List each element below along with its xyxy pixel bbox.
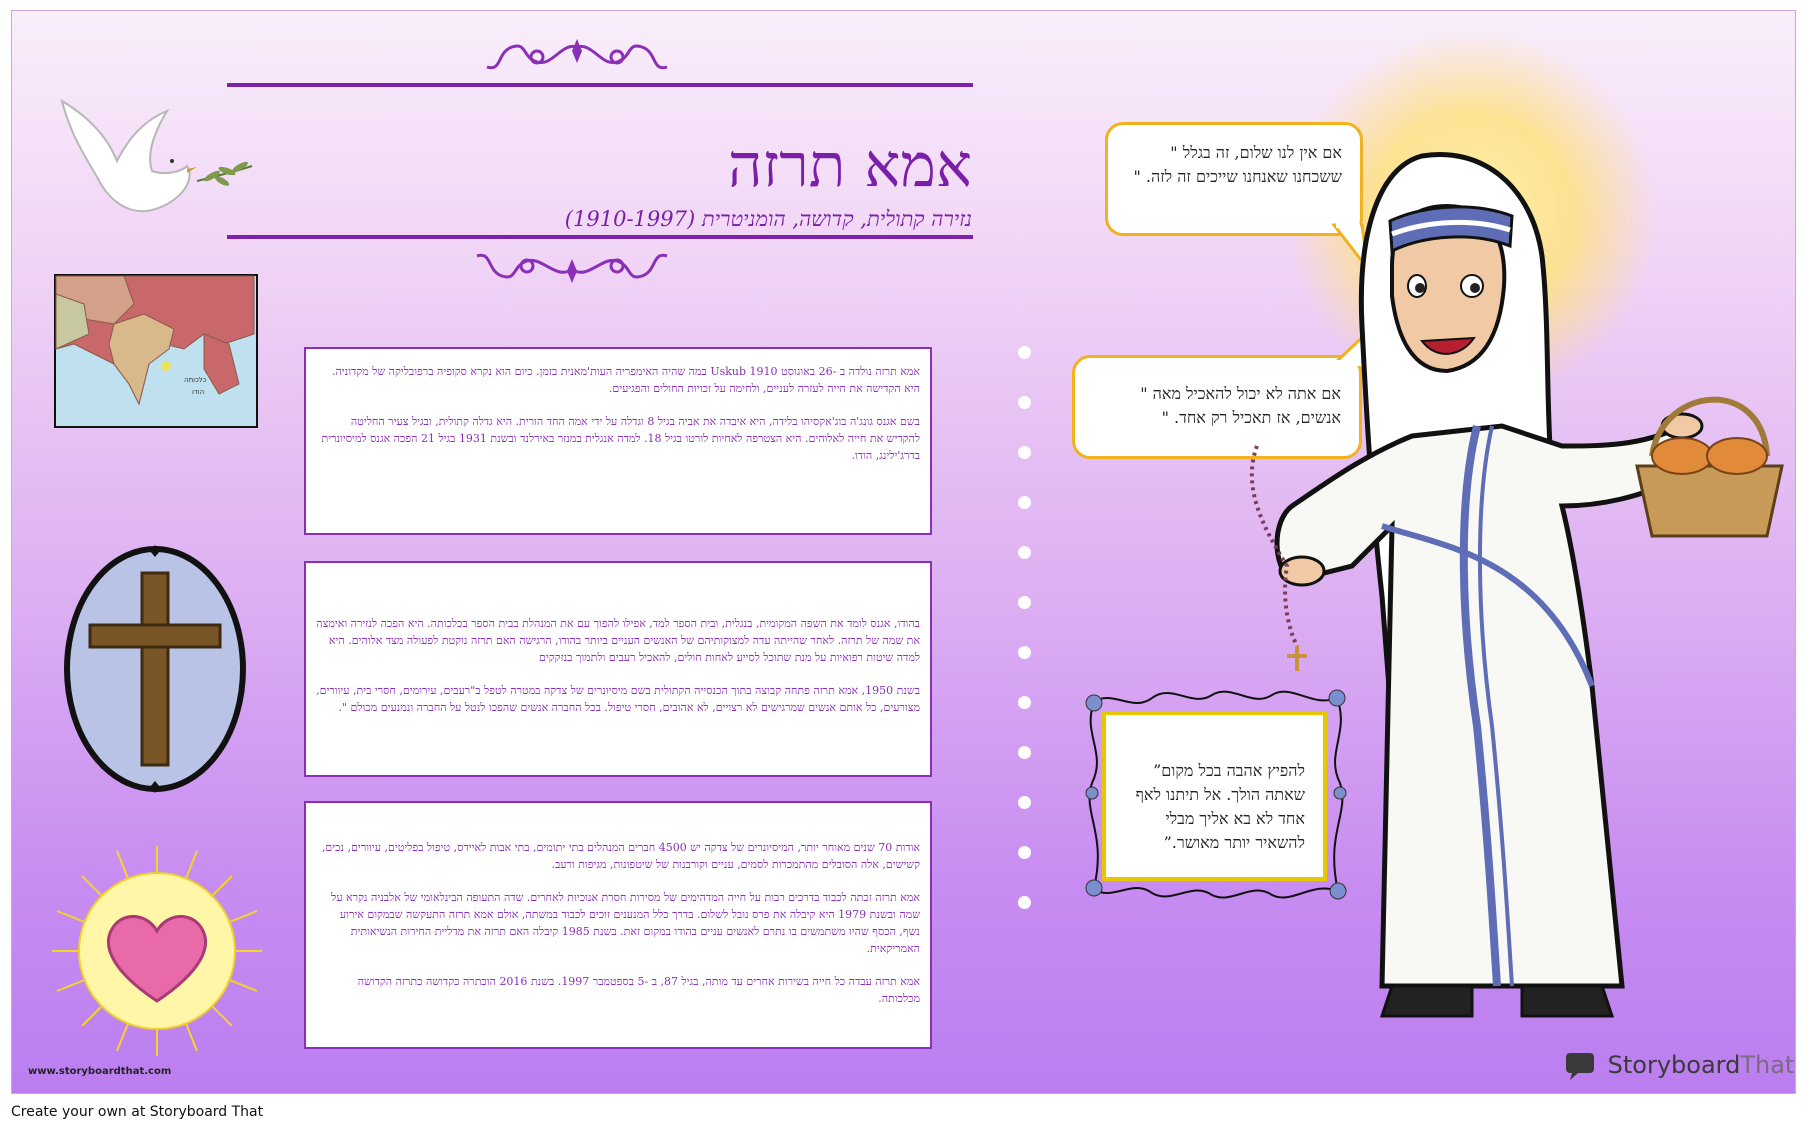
bio-paragraph: אמא תרזה עבדה כל חייה בשירות אחרים עד מותה, בגיל 87, ב -5 בספטמבר 1997. בשנת 2016 הוכתרה כקדושה כתרזה הקדושה מכלכותה.	[357, 975, 920, 1005]
brand-logo	[1564, 1051, 1794, 1081]
bio-section-early-life	[304, 347, 932, 535]
map-city-label: כלכותה	[184, 376, 207, 384]
bottom-flourish-icon	[472, 241, 672, 291]
website-url: www.storyboardthat.com	[28, 1066, 172, 1077]
mother-teresa-figure	[1242, 126, 1796, 1026]
poster	[11, 10, 1796, 1094]
brand-word-storyboard: Storyboard	[1607, 1051, 1741, 1079]
heart-icon	[42, 841, 272, 1061]
bio-paragraph: בהודו, אגנס לומד את השפה המקומית, בנגלית, ובית הספר למד, אפילו להפוך עם את המנהלת בבית הספר בכלכותה. היא הפכה לנזירה ואימצה את שמה של תרזה. לאחר שהייתה עדה למצוקותיהם של האנשים העניים ביותר בהודו, הרגישה האם תרזה נוקטת לפעולה מצד אלוהים. היא למדה שיטות רפואיות על מנת שתוכל לסייע לאחות חולים, להאכיל רעבים ולתמוך בנזקקים	[316, 617, 920, 664]
bio-paragraph: בשנת 1950, אמא תרזה פתחה קבוצה בתוך הכנסייה הקתולית בשם מיסיונרים של צדקה במטרה לטפל ב"רעבים, עירומים, חסרי בית, עיוורים, מצורעים, כל אותם אנשים שמרגישים לא רצויים, לא אהובים, חסרי טיפול. בכל החברה אנשים שהפכו לנטל על החברה ונמנעים מכולם ".	[316, 684, 920, 714]
bio-section-india	[304, 561, 932, 777]
map-country-label: הודו	[192, 388, 205, 396]
bio-paragraph: בשם אגנס גונג'ה בוג'אקסיהו בלידה, היא איבדה את אביה בגיל 8 וגדלה על ידי אמה החד הורית. היא גדלה קתולית, ובגיל צעיר החליטה להקדיש את חייה לאלוהים. היא הצטרפה לאחיות לורטו בגיל 18. למדה אנגלית במנזר באירלנד ובשנת 1931 בגיל 21 הפכה אגנס למיסיונרית בדרג'ילינג, הודו.	[321, 415, 920, 462]
speech-bubble-text: אם אתה לא יכול להאכיל מאה " אנשים, אז תאכיל רק אחד. "	[1140, 384, 1341, 427]
brand-word-that: That	[1740, 1051, 1795, 1079]
bio-paragraph: אמא תרזה נולדה ב -26 באוגוסט 1910 Uskub במה שהיה האימפריה העות'מאנית בזמן. כיום הוא נקרא סקופיה ברפובליקה של מקדוניה. היא הקדישה את חייה לעזרה לעניים, ולחימה על זכויות החולים והפגיעים.	[331, 365, 920, 395]
chat-logo-icon	[1564, 1051, 1600, 1081]
top-flourish-icon	[482, 37, 672, 87]
dove-icon	[47, 81, 267, 221]
bio-section-legacy	[304, 801, 932, 1049]
map-image	[54, 274, 258, 428]
bio-paragraph: אמא תרזה זכתה לכבוד בדרכים רבות על חייה המדהימים של מסירות חסרת אנוכיות לאחרים. שדה התעופה הבינלאומי של אלבניה נקרא על שמה ובשנת 1979 היא קיבלה את פרס נובל לשלום. בדרך כלל המנענים זוכים לכבוד במשתה, אולם אמא תרזה התעקשה שבמקום אירוע נשף, הכסף שהיו משתמשים בו נתרם לאנשים עניים בהודו במקום זאת. בשנת 1985 קיבלה האם תרזה את מדליית החירות הנשיאותית האמריקאית.	[331, 891, 920, 955]
page-title: אמא תרזה	[728, 131, 972, 201]
page-subtitle: נזירה קתולית, קדושה, הומניטרית (1910-1997)	[564, 207, 972, 231]
speech-bubble-text: אם אין לנו שלום, זה בגלל " ששכחנו שאנחנו שייכים זה לזה. "	[1133, 143, 1342, 186]
bottom-rule	[227, 235, 973, 239]
bio-paragraph: אודות 70 שנים מאוחר יותר, המיסיונרים של צדקה יש 4500 חברים המנהלים בתי יתומים, בתי אבות לאיידס, טיפול בפליטים, עיוורים, נכים, קשישים, אלה הסובלים מהתמכרות לסמים, עניים וקורבנות של שיטפונות, מגיפות ורעב.	[321, 841, 920, 871]
top-rule	[227, 83, 973, 87]
quote-text: להפיץ אהבה בכל מקום” שאתה הולך. אל תיתנו לאף אחד לא בא אליך מבלי להשאיר יותר מאושר.”	[1135, 761, 1305, 852]
footer-link[interactable]: Create your own at Storyboard That	[11, 1104, 264, 1120]
cross-icon	[62, 543, 248, 795]
